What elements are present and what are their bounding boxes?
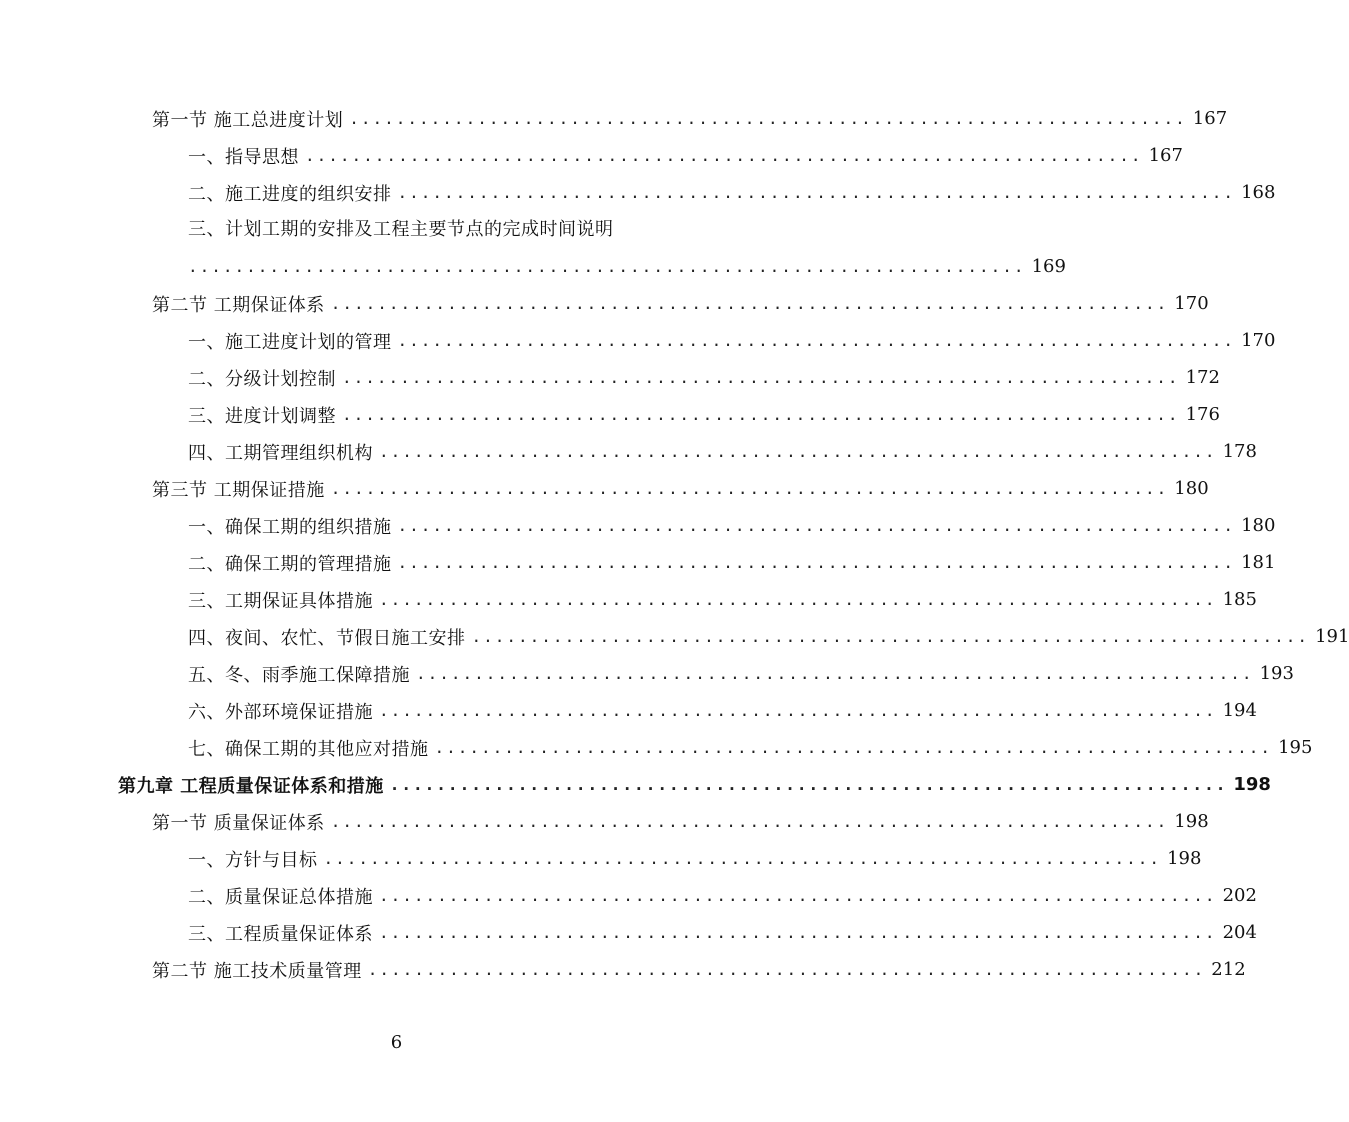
dot-leader: ........................................................................ [379,589,1217,609]
toc-entry[interactable] [188,914,1257,951]
toc-entry-page: 202 [1222,885,1257,906]
dot-leader: ........................................................................ [379,922,1217,942]
toc-entry-title: 一、方针与目标 [188,849,318,871]
toc-entry-page: 176 [1185,404,1220,425]
toc-entry-title: 第一节 施工总进度计划 [152,109,344,131]
dot-leader: ........................................................................ [188,256,1026,276]
toc-entry[interactable] [188,618,1349,655]
dot-leader: ........................................................................ [397,515,1236,535]
toc-entry-page: 167 [1192,108,1228,129]
toc-entry[interactable] [188,507,1276,544]
toc-entry-page: 191 [1315,626,1349,647]
toc-entry-title: 第三节 工期保证措施 [152,479,325,501]
toc-entry-page: 180 [1174,478,1209,499]
page-number: 6 [390,1032,403,1053]
toc-entry-page: 193 [1259,663,1294,684]
toc-entry-page: 212 [1211,959,1246,980]
toc-entry-page: 178 [1222,441,1257,462]
toc-entry[interactable] [188,433,1257,470]
toc-entry-page: 198 [1174,811,1209,832]
toc-entry-continuation[interactable] [188,248,1066,285]
toc-entry-title: 三、工期保证具体措施 [188,590,373,612]
toc-entry[interactable] [152,100,1228,137]
toc-entry-title: 第九章 工程质量保证体系和措施 [118,775,384,797]
toc-entry-title: 第二节 工期保证体系 [152,294,325,316]
dot-leader: ........................................................................ [397,552,1236,572]
dot-leader: ........................................................................ [379,885,1217,905]
toc-entry-title: 二、质量保证总体措施 [188,886,373,908]
dot-leader: ........................................................................ [471,626,1310,646]
toc-entry-title: 五、冬、雨季施工保障措施 [188,664,410,686]
toc-entry-page: 170 [1174,293,1209,314]
toc-entry-page: 181 [1241,552,1276,573]
toc-entry-title: 七、确保工期的其他应对措施 [188,738,429,760]
dot-leader: ........................................................................ [305,145,1143,165]
toc-entry-page: 198 [1167,848,1202,869]
toc-entry-page: 204 [1222,922,1257,943]
dot-leader: ........................................................................ [330,293,1169,313]
dot-leader: ........................................................................ [397,330,1236,350]
toc-entry[interactable] [188,359,1220,396]
toc-entry[interactable] [188,322,1276,359]
toc-entry-title: 二、确保工期的管理措施 [188,553,392,575]
toc-entry[interactable] [188,137,1183,174]
dot-leader: ........................................................................ [342,367,1180,387]
toc-entry-title: 第一节 质量保证体系 [152,812,325,834]
dot-leader: ........................................................................ [379,441,1217,461]
dot-leader: ........................................................................ [379,700,1217,720]
toc-entry-page: 170 [1241,330,1276,351]
toc-entry-page: 195 [1278,737,1313,758]
toc-entry[interactable] [188,692,1257,729]
toc-entry[interactable] [188,655,1294,692]
toc-entry-page: 172 [1185,367,1220,388]
toc-entry-title: 一、确保工期的组织措施 [188,516,392,538]
toc-entry[interactable] [188,544,1276,581]
toc-entry[interactable] [188,396,1220,433]
toc-entry-title-wrapped[interactable]: 三、计划工期的安排及工程主要节点的完成时间说明 [188,219,614,240]
toc-entry-title: 三、工程质量保证体系 [188,923,373,945]
toc-entry-page: 168 [1241,182,1276,203]
dot-leader: ........................................................................ [397,182,1236,202]
dot-leader: ........................................................................ [349,108,1187,128]
dot-leader: ........................................................................ [389,774,1228,794]
toc-entry[interactable] [152,951,1246,988]
toc-entry-title: 一、施工进度计划的管理 [188,331,392,353]
toc-entry[interactable] [152,470,1209,507]
toc-entry-title: 一、指导思想 [188,146,299,168]
toc-entry[interactable] [188,840,1202,877]
toc-entry-title: 六、外部环境保证措施 [188,701,373,723]
toc-entry-page: 167 [1148,145,1183,166]
toc-entry-page: 194 [1222,700,1257,721]
toc-entry-page: 185 [1222,589,1257,610]
toc-entry[interactable] [188,581,1257,618]
toc-entry[interactable] [188,729,1313,766]
toc-entry-title: 四、夜间、农忙、节假日施工安排 [188,627,466,649]
toc-entry[interactable] [188,877,1257,914]
toc-entry[interactable] [188,174,1276,211]
dot-leader: ........................................................................ [342,404,1180,424]
dot-leader: ........................................................................ [416,663,1254,683]
toc-entry[interactable] [152,803,1209,840]
toc-entry-page: 169 [1031,256,1066,277]
toc-entry-page: 180 [1241,515,1276,536]
toc-entry-title: 第二节 施工技术质量管理 [152,960,362,982]
toc-entry[interactable] [152,285,1209,322]
dot-leader: ........................................................................ [330,478,1169,498]
toc-chapter-entry[interactable] [118,766,1271,803]
dot-leader: ........................................................................ [434,737,1273,757]
toc-entry-title: 二、分级计划控制 [188,368,336,390]
toc-entry-title: 四、工期管理组织机构 [188,442,373,464]
dot-leader: ........................................................................ [330,811,1169,831]
toc-entry-title: 三、进度计划调整 [188,405,336,427]
dot-leader: ........................................................................ [323,848,1162,868]
dot-leader: ........................................................................ [367,959,1206,979]
toc-entry-title: 二、施工进度的组织安排 [188,183,392,205]
toc-entry-page: 198 [1233,774,1271,795]
